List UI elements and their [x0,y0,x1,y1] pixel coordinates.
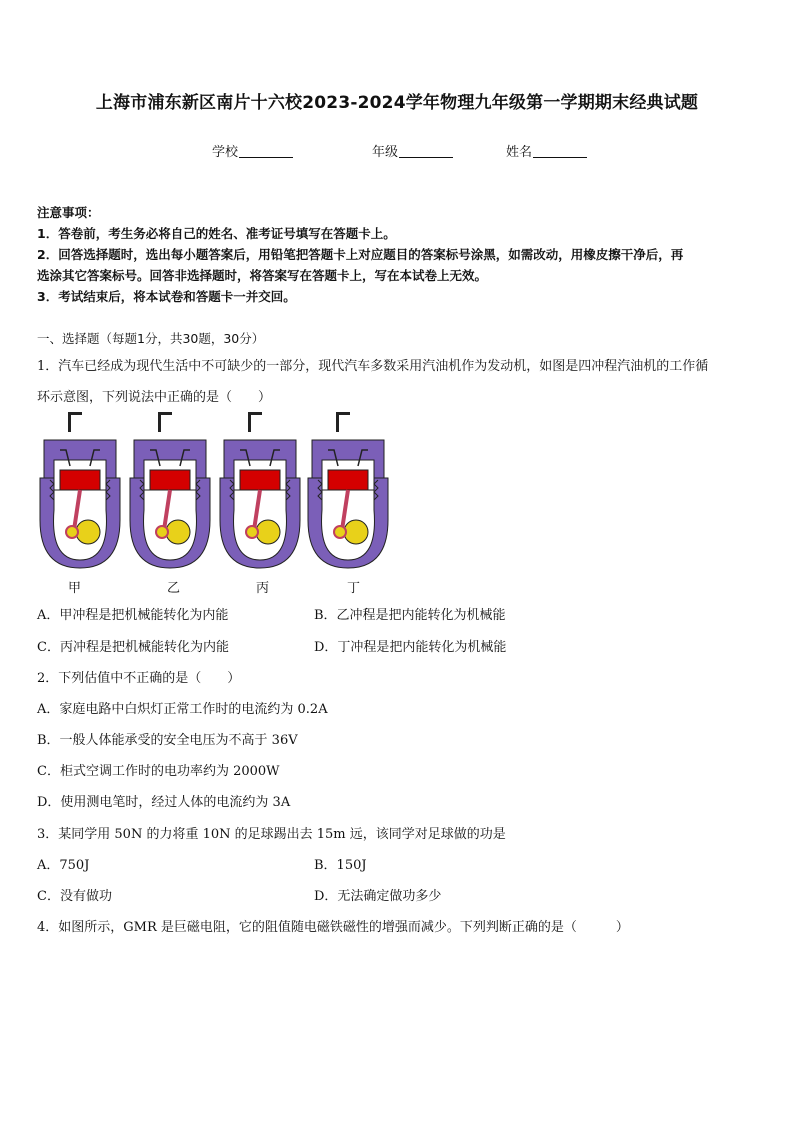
section-heading: 一、选择题（每题1分，共30题，30分） [37,331,265,346]
q3-option-b[interactable]: B．150J [314,858,367,873]
q4-stem: 4．如图所示，GMR 是巨磁电阻，它的阻值随电磁铁磁性的增强而减少。下列判断正确的是（ ） [37,920,629,935]
q1-option-c[interactable]: C．丙冲程是把机械能转化为内能 [37,640,229,655]
q1-option-a[interactable]: A．甲冲程是把机械能转化为内能 [37,608,229,623]
exam-title: 上海市浦东新区南片十六校2023-2024学年物理九年级第一学期期末经典试题 [95,93,699,113]
q2-option-d[interactable]: D．使用测电笔时，经过人体的电流约为 3A [37,795,291,810]
q1-option-b[interactable]: B．乙冲程是把内能转化为机械能 [314,608,506,623]
school-field [212,141,293,160]
engine-jia [40,412,120,568]
engine-ding [308,412,388,568]
engine-yi [130,412,210,568]
q2-stem: 2．下列估值中不正确的是（ ） [37,671,241,686]
grade-blank[interactable] [399,144,453,158]
school-blank[interactable] [239,144,293,158]
notice-item-1: 1．答卷前，考生务必将自己的姓名、准考证号填写在答题卡上。 [37,226,396,241]
engine-label-yi: 乙 [167,581,181,596]
q1-stem-line2: 环示意图，下列说法中正确的是（ ） [37,390,272,405]
name-blank[interactable] [533,144,587,158]
engine-label-bing: 丙 [256,581,270,596]
engine-label-ding: 丁 [347,581,361,596]
q1-stem-line1: 1．汽车已经成为现代生活中不可缺少的一部分，现代汽车多数采用汽油机作为发动机，如图是四冲程汽油机的工作循 [37,359,709,374]
q3-option-c[interactable]: C．没有做功 [37,889,112,904]
grade-label: 年级 [372,145,399,160]
engine-label-jia: 甲 [68,581,82,596]
q2-option-a[interactable]: A．家庭电路中白炽灯正常工作时的电流约为 0.2A [37,702,328,717]
q1-option-d[interactable]: D．丁冲程是把内能转化为机械能 [314,640,507,655]
engine-bing [220,412,300,568]
q2-option-b[interactable]: B．一般人体能承受的安全电压为不高于 36V [37,733,298,748]
q3-stem: 3．某同学用 50N 的力将重 10N 的足球踢出去 15m 远，该同学对足球做的功是 [37,827,506,842]
grade-field [372,141,453,160]
school-label: 学校 [212,145,239,160]
q3-option-a[interactable]: A．750J [37,858,90,873]
name-label: 姓名 [506,145,533,160]
name-field [506,141,587,160]
engine-stroke-diagram [36,410,396,570]
notice-heading: 注意事项： [37,205,100,220]
notice-item-3: 3．考试结束后，将本试卷和答题卡一并交回。 [37,289,296,304]
q2-option-c[interactable]: C．柜式空调工作时的电功率约为 2000W [37,764,280,779]
notice-item-2: 2．回答选择题时，选出每小题答案后，用铅笔把答题卡上对应题目的答案标号涂黑，如需改动，用橡皮擦干净后，再 [37,247,684,262]
q3-option-d[interactable]: D．无法确定做功多少 [314,889,442,904]
notice-item-2-cont: 选涂其它答案标号。回答非选择题时，将答案写在答题卡上，写在本试卷上无效。 [37,268,488,283]
